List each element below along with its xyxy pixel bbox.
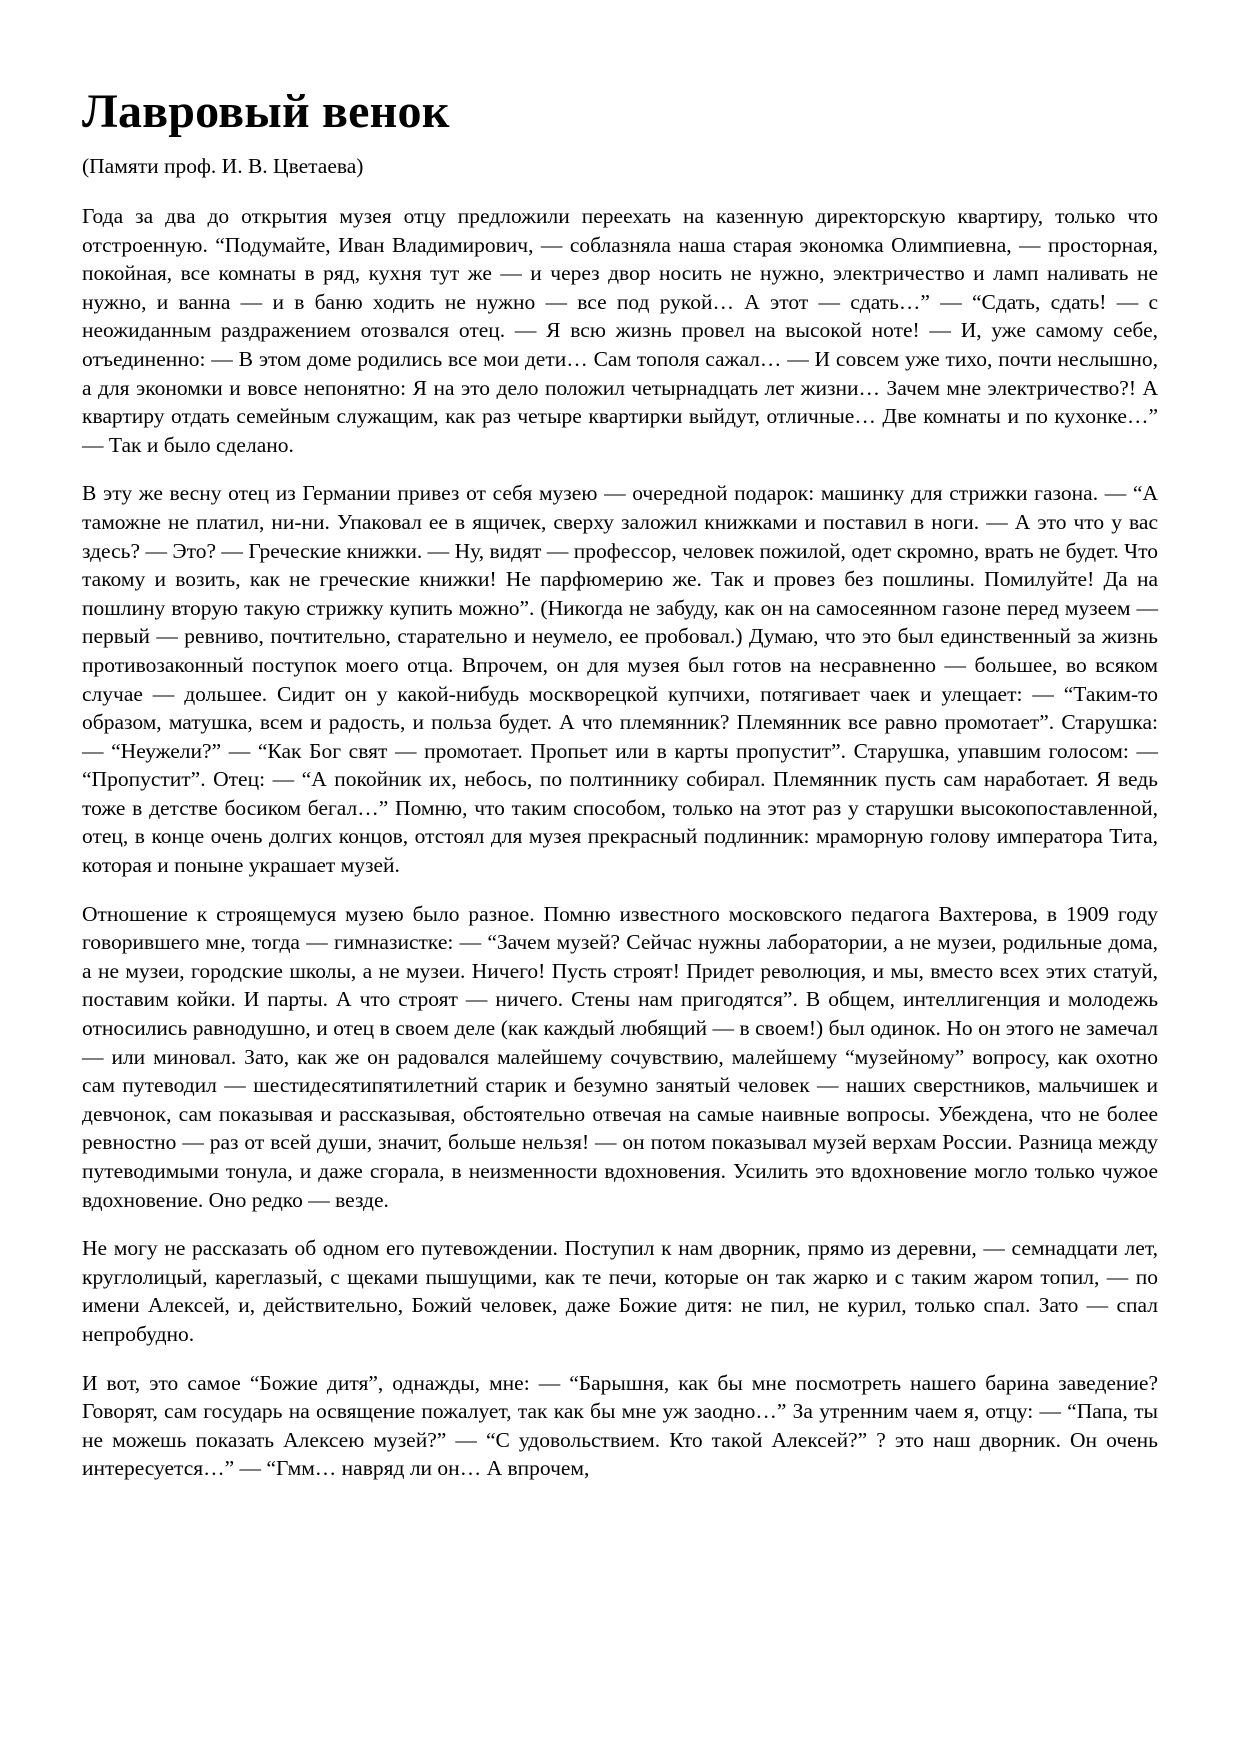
- paragraph-3: Отношение к строящемуся музею было разное. Помню известного московского педагога Вахтерова, в 1909 году говорившего мне, тогда — гимназистке: — “Зачем музей? Сейчас нужны лаборатории, а не музеи, родильные дома, а не музеи, городские школы, а не музеи. Ничего! Пусть строят! Придет революция, и мы, вместо всех этих статуй, поставим койки. И парты. А что строят — ничего. Стены нам пригодятся”. В общем, интеллигенция и молодежь относились равнодушно, и отец в своем деле (как каждый любящий — в своем!) был одинок. Но он этого не замечал — или миновал. Зато, как же он радовался малейшему сочувствию, малейшему “музейному” вопросу, как охотно сам путеводил — шестидесятипятилетний старик и безумно занятый человек — наших сверстников, мальчишек и девчонок, сам показывая и рассказывая, обстоятельно отвечая на самые наивные вопросы. Убеждена, что не более ревностно — раз от всей души, значит, больше нельзя! — он потом показывал музей верхам России. Разница между путеводимыми тонула, и даже сгорала, в неизменности вдохновения. Усилить это вдохновение могло только чужое вдохновение. Оно редко — везде.: [82, 901, 1158, 1212]
- paragraph-4: Не могу не рассказать об одном его путевождении. Поступил к нам дворник, прямо из деревни, — семнадцати лет, круглолицый, кареглазый, с щеками пышущими, как те печи, которые он так жарко и с таким жаром топил, — по имени Алексей, и, действительно, Божий человек, даже Божие дитя: не пил, не курил, только спал. Зато — спал непробудно.: [82, 1236, 1158, 1346]
- paragraph-5: И вот, это самое “Божие дитя”, однажды, мне: — “Барышня, как бы мне посмотреть нашего барина заведение? Говорят, сам государь на освящение пожалует, так как бы мне уж заодно…” За утренним чаем я, отцу: — “Папа, ты не можешь показать Алексею музей?” — “С удовольствием. Кто такой Алексей?” ? это наш дворник. Он очень интересуется…” — “Гмм… навряд ли он… А впрочем,: [82, 1370, 1158, 1481]
- document-page: [82, 84, 1158, 1503]
- document-title: Лавровый венок: [82, 85, 450, 138]
- document-subtitle: (Памяти проф. И. В. Цветаева): [82, 154, 364, 178]
- paragraph-1: Года за два до открытия музея отцу предложили переехать на казенную директорскую квартиру, только что отстроенную. “Подумайте, Иван Владимирович, — соблазняла наша старая экономка Олимпиевна, — просторная, покойная, все комнаты в ряд, кухня тут же — и через двор носить не нужно, электричество и ламп наливать не нужно, и ванна — и в баню ходить не нужно — все под рукой… А этот — сдать…” — “Сдать, сдать! — с неожиданным раздражением отозвался отец. — Я всю жизнь провел на высокой ноте! — И, уже самому себе, отъединенно: — В этом доме родились все мои дети… Сам тополя сажал… — И совсем уже тихо, почти неслышно, а для экономки и вовсе непонятно: Я на это дело положил четырнадцать лет жизни… Зачем мне электричество?! А квартиру отдать семейным служащим, как раз четыре квартирки выйдут, отличные… Две комнаты и по кухонке…” — Так и было сделано.: [82, 204, 1158, 457]
- paragraph-2: В эту же весну отец из Германии привез от себя музею — очередной подарок: машинку для стрижки газона. — “А таможне не платил, ни-ни. Упаковал ее в ящичек, сверху заложил книжками и поставил в ноги. — А это что у вас здесь? — Это? — Греческие книжки. — Ну, видят — профессор, человек пожилой, одет скромно, врать не будет. Что такому и возить, как не греческие книжки! Не парфюмерию же. Так и провез без пошлины. Помилуйте! Да на пошлину вторую такую стрижку купить можно”. (Никогда не забуду, как он на самосеянном газоне перед музеем — первый — ревниво, почтительно, старательно и неумело, ее пробовал.) Думаю, что это был единственный за жизнь противозаконный поступок моего отца. Впрочем, он для музея был готов на несравненно — большее, во всяком случае — дольшее. Сидит он у какой-нибудь москворецкой купчихи, потягивает чаек и улещает: — “Таким-то образом, матушка, всем и радость, и польза будет. А что племянник? Племянник все равно промотает”. Старушка: — “Неужели?” — “Как Бог свят — промотает. Пропьет или в карты пропустит”. Старушка, упавшим голосом: — “Пропустит”. Отец: — “А покойник их, небось, по полтиннику собирал. Племянник пусть сам наработает. Я ведь тоже в детстве босиком бегал…” Помню, что таким способом, только на этот раз у старушки высокопоставленной, отец, в конце очень долгих концов, отстоял для музея прекрасный подлинник: мраморную голову императора Тита, которая и поныне украшает музей.: [82, 481, 1158, 878]
